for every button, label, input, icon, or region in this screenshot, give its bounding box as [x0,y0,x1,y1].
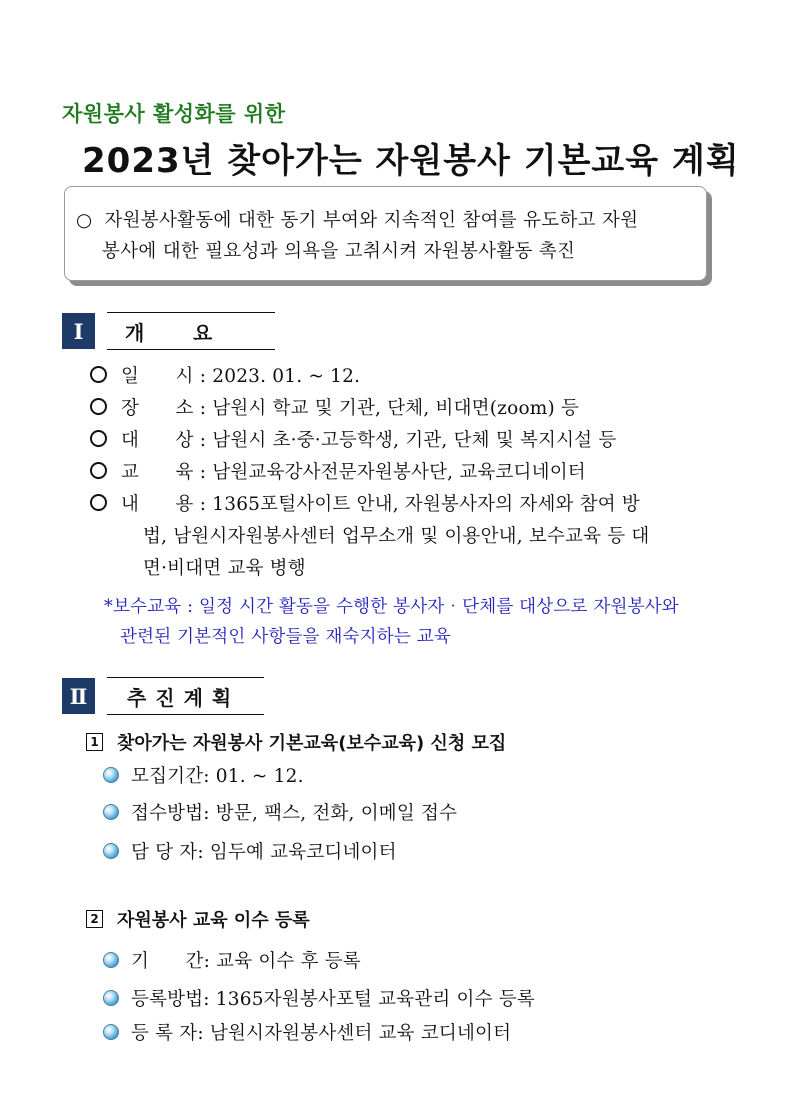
hollow-circle-icon [90,366,107,383]
blue-ball-icon [103,952,119,968]
overview-item-target: 대 상 : 남원시 초·중·고등학생, 기관, 단체 및 복지시설 등 [90,426,616,452]
sub2-item-period: 기 간: 교육 이수 후 등록 [103,947,361,973]
subsection-2-number: 2 [86,910,103,928]
summary-text [76,205,704,267]
section-1-title: 개 요 [107,312,275,350]
note-line-1: *보수교육 : 일정 시간 활동을 수행한 봉사자‧단체를 대상으로 자원봉사와 [104,597,679,617]
section-2-title: 추 진 계 획 [107,677,264,715]
summary-line-1: 자원봉사활동에 대한 동기 부여와 지속적인 참여를 유도하고 자원 [104,210,639,231]
blue-ball-icon [103,1024,119,1040]
blue-ball-icon [103,767,119,783]
sub2-item-method: 등록방법: 1365자원봉사포털 교육관리 이수 등록 [103,985,535,1011]
blue-ball-icon [103,804,119,820]
document-title: 2023년 찾아가는 자원봉사 기본교육 계획 [82,141,740,181]
overview-item-content: 내 용 : 1365포털사이트 안내, 자원봉사자의 자세와 참여 방 [90,490,640,516]
hollow-circle-icon [90,494,107,511]
subsection-1-heading: 1 찾아가는 자원봉사 기본교육(보수교육) 신청 모집 [86,729,506,755]
overview-content-continued-1: 법, 남원시자원봉사센터 업무소개 및 이용안내, 보수교육 등 대 [143,526,650,547]
sub1-item-period: 모집기간: 01. ~ 12. [103,762,304,788]
overview-item-date: 일 시 : 2023. 01. ~ 12. [90,362,360,388]
sub2-item-registrar: 등 록 자: 남원시자원봉사센터 교육 코디네이터 [103,1019,511,1045]
overview-content-continued-2: 면·비대면 교육 병행 [143,558,306,579]
section-1-number: Ⅰ [62,313,95,349]
blue-ball-icon [103,843,119,859]
hollow-circle-icon [90,430,107,447]
subsection-2-heading: 2 자원봉사 교육 이수 등록 [86,906,310,932]
section-2-number: Ⅱ [62,678,95,714]
hollow-circle-icon [90,462,107,479]
blue-ball-icon [103,990,119,1006]
overview-item-education: 교 육 : 남원교육강사전문자원봉사단, 교육코디네이터 [90,458,586,484]
document-subtitle: 자원봉사 활성화를 위한 [62,102,286,126]
summary-line-2: 봉사에 대한 필요성과 의욕을 고취시켜 자원봉사활동 촉진 [102,241,576,262]
note-line-2: 관련된 기본적인 사항들을 재숙지하는 교육 [120,627,451,647]
summary-bullet: ○ [76,210,93,231]
subsection-1-number: 1 [86,733,103,751]
sub1-item-method: 접수방법: 방문, 팩스, 전화, 이메일 접수 [103,799,457,825]
overview-item-place: 장 소 : 남원시 학교 및 기관, 단체, 비대면(zoom) 등 [90,394,579,420]
hollow-circle-icon [90,398,107,415]
sub1-item-contact: 담 당 자: 임두예 교육코디네이터 [103,838,397,864]
